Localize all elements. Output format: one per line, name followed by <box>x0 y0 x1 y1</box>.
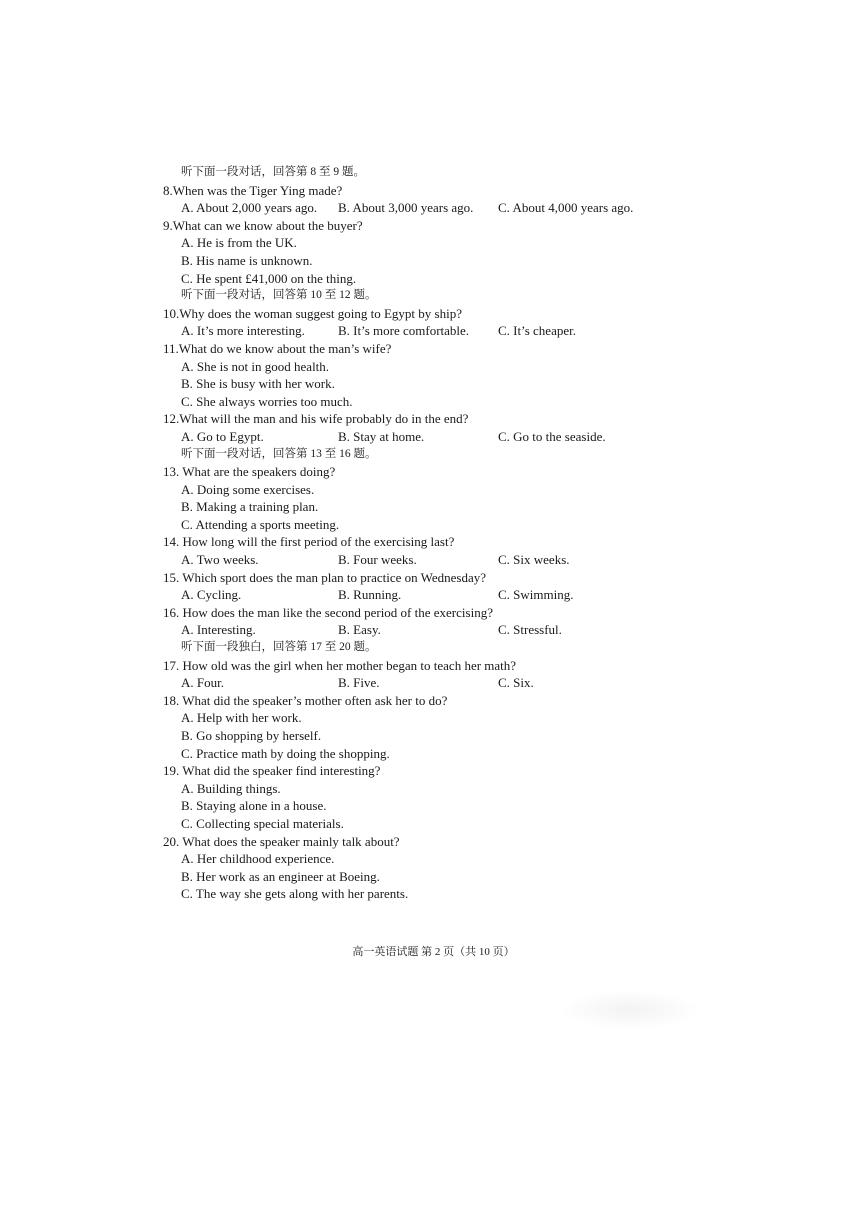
answer-option: A. Building things. <box>181 780 281 796</box>
answer-option: C. About 4,000 years ago. <box>498 200 634 216</box>
section-instruction: 听下面一段对话，回答第 10 至 12 题。 <box>181 289 377 302</box>
question-stem: 13. What are the speakers doing? <box>163 464 336 480</box>
answer-option: A. Her childhood experience. <box>181 851 335 867</box>
section-instruction: 听下面一段对话，回答第 13 至 16 题。 <box>181 447 377 460</box>
option-row <box>163 199 683 217</box>
question-stem: 17. How old was the girl when her mother began to teach her math? <box>163 657 517 673</box>
answer-option: B. Four weeks. <box>338 552 417 568</box>
page-footer: 高一英语试题 第 2 页（共 10 页） <box>352 946 515 958</box>
option-row <box>163 428 683 446</box>
question-stem: 8.When was the Tiger Ying made? <box>163 182 343 198</box>
option-row <box>163 621 683 639</box>
answer-option: A. Go to Egypt. <box>181 428 264 444</box>
question-stem: 20. What does the speaker mainly talk about? <box>163 833 400 849</box>
answer-option: A. He is from the UK. <box>181 235 297 251</box>
question-stem: 11.What do we know about the man’s wife? <box>163 340 392 356</box>
answer-option: B. Five. <box>338 675 380 691</box>
option-row <box>163 674 683 692</box>
answer-option: B. Go shopping by herself. <box>181 728 322 743</box>
option-row <box>163 551 683 569</box>
answer-option: A. It’s more interesting. <box>181 323 305 339</box>
answer-option: A. Four. <box>181 675 224 691</box>
answer-option: C. She always worries too much. <box>181 393 353 409</box>
answer-option: A. Cycling. <box>181 587 242 603</box>
answer-option: A. Interesting. <box>181 622 256 638</box>
answer-option: C. Collecting special materials. <box>181 815 344 831</box>
answer-option: C. Attending a sports meeting. <box>181 516 340 532</box>
answer-option: C. Six weeks. <box>498 552 570 568</box>
scan-smudge <box>560 990 700 1030</box>
answer-option: A. About 2,000 years ago. <box>181 200 318 216</box>
question-stem: 14. How long will the first period of the exercising last? <box>163 534 455 550</box>
question-stem: 15. Which sport does the man plan to practice on Wednesday? <box>163 569 487 585</box>
answer-option: C. Go to the seaside. <box>498 428 606 444</box>
answer-option: A. Doing some exercises. <box>181 481 315 497</box>
option-row <box>163 586 683 604</box>
section-instruction: 听下面一段独白，回答第 17 至 20 题。 <box>181 641 377 654</box>
answer-option: B. She is busy with her work. <box>181 376 335 392</box>
question-stem: 12.What will the man and his wife probably do in the end? <box>163 411 469 427</box>
question-stem: 16. How does the man like the second period of the exercising? <box>163 604 493 620</box>
option-row <box>163 322 683 340</box>
answer-option: B. It’s more comfortable. <box>338 323 470 339</box>
answer-option: C. Stressful. <box>498 622 562 638</box>
question-stem: 10.Why does the woman suggest going to Egypt by ship? <box>163 305 462 321</box>
answer-option: B. Running. <box>338 587 402 603</box>
answer-option: A. Help with her work. <box>181 710 302 726</box>
answer-option: B. Making a training plan. <box>181 499 319 515</box>
question-stem: 19. What did the speaker find interesting? <box>163 763 381 779</box>
answer-option: C. The way she gets along with her parents. <box>181 886 409 902</box>
answer-option: B. About 3,000 years ago. <box>338 200 474 216</box>
answer-option: B. Her work as an engineer at Boeing. <box>181 868 380 884</box>
question-stem: 9.What can we know about the buyer? <box>163 217 363 233</box>
answer-option: C. He spent £41,000 on the thing. <box>181 270 357 286</box>
section-instruction: 听下面一段对话，回答第 8 至 9 题。 <box>181 166 365 178</box>
answer-option: C. Six. <box>498 675 534 691</box>
answer-option: C. It’s cheaper. <box>498 323 576 339</box>
answer-option: B. His name is unknown. <box>181 252 313 268</box>
question-stem: 18. What did the speaker’s mother often ask her to do? <box>163 692 448 708</box>
answer-option: C. Swimming. <box>498 587 574 603</box>
answer-option: B. Stay at home. <box>338 428 425 444</box>
answer-option: A. She is not in good health. <box>181 358 330 374</box>
answer-option: B. Easy. <box>338 622 381 638</box>
answer-option: A. Two weeks. <box>181 552 259 568</box>
question-list <box>163 164 683 903</box>
answer-option: C. Practice math by doing the shopping. <box>181 745 390 761</box>
answer-option: B. Staying alone in a house. <box>181 798 327 814</box>
